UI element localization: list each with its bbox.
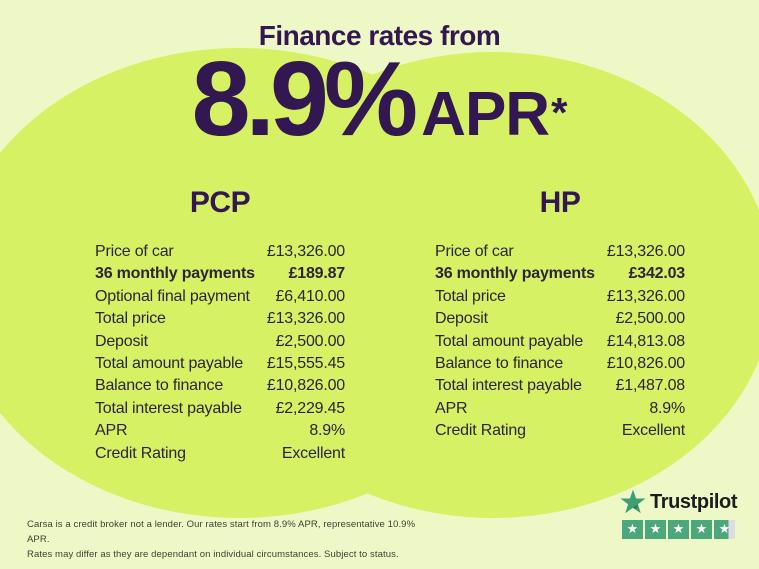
- table-row: [435, 375, 685, 397]
- table-row: [95, 375, 345, 397]
- row-label: Deposit: [95, 332, 148, 350]
- row-label: Total interest payable: [95, 399, 242, 417]
- table-row: [95, 398, 345, 420]
- row-value: £1,487.08: [615, 377, 685, 395]
- table-row: [435, 331, 685, 353]
- table-row: [435, 353, 685, 375]
- row-value: 8.9%: [309, 422, 345, 440]
- rating-star-box: ★: [714, 520, 735, 539]
- row-label: Deposit: [435, 310, 488, 328]
- row-value: £13,326.00: [606, 287, 685, 305]
- table-row: [435, 263, 685, 285]
- row-label: Total price: [435, 287, 506, 305]
- hp-table-header: HP: [539, 186, 581, 219]
- table-row: [95, 420, 345, 442]
- apr-label: APR: [421, 80, 550, 149]
- apr-asterisk: *: [551, 89, 568, 136]
- row-value: Excellent: [621, 422, 685, 440]
- trustpilot-logo: [620, 489, 737, 515]
- row-value: Excellent: [281, 444, 345, 462]
- row-value: £2,229.45: [275, 399, 345, 417]
- rate-value: 8.9%: [191, 40, 414, 158]
- row-label: Credit Rating: [95, 444, 186, 462]
- table-row: [95, 308, 345, 330]
- row-value: 8.9%: [649, 399, 685, 417]
- row-label: Price of car: [95, 243, 174, 260]
- row-label: 36 monthly payments: [95, 265, 255, 283]
- disclaimer-line-1: Carsa is a credit broker not a lender. Our rates start from 8.9% APR, representative 10.9% APR.: [27, 519, 416, 545]
- row-value: £6,410.00: [275, 287, 345, 305]
- table-row: [95, 353, 345, 375]
- table-row: [435, 308, 685, 330]
- table-row: [95, 263, 345, 285]
- table-row: [95, 331, 345, 353]
- trustpilot-rating-stars: [622, 520, 737, 539]
- table-row: [95, 286, 345, 308]
- row-label: APR: [435, 399, 468, 417]
- row-value: £13,326.00: [266, 243, 345, 260]
- row-label: Balance to finance: [95, 377, 224, 395]
- disclaimer-line-2: Rates may differ as they are dependant on individual circumstances. Subject to status.: [27, 549, 399, 560]
- trustpilot-star-icon: [620, 489, 646, 515]
- row-label: APR: [95, 422, 128, 440]
- table-row: [95, 443, 345, 465]
- banner-title: Finance rates from: [258, 20, 501, 51]
- row-label: Total amount payable: [95, 355, 244, 373]
- row-value: £342.03: [628, 265, 685, 283]
- row-value: £10,826.00: [266, 377, 345, 395]
- table-row: [435, 420, 685, 442]
- rating-star-box: ★: [691, 520, 712, 539]
- row-value: £189.87: [288, 265, 345, 283]
- row-value: £2,500.00: [275, 332, 345, 350]
- pcp-table: [95, 186, 345, 465]
- row-label: Balance to finance: [435, 355, 564, 373]
- row-value: £10,826.00: [606, 355, 685, 373]
- row-value: £13,326.00: [606, 243, 685, 260]
- legal-disclaimer: [27, 517, 427, 562]
- table-row: [435, 286, 685, 308]
- table-row: [435, 241, 685, 263]
- headline-rate: [0, 40, 759, 158]
- row-value: £2,500.00: [615, 310, 685, 328]
- trustpilot-badge: [620, 489, 737, 539]
- row-label: Total interest payable: [435, 377, 582, 395]
- pcp-table-rows: [95, 241, 345, 465]
- rating-star-box: ★: [668, 520, 689, 539]
- trustpilot-wordmark: Trustpilot: [650, 490, 738, 513]
- row-label: 36 monthly payments: [435, 265, 595, 283]
- row-label: Price of car: [435, 243, 514, 260]
- hp-table: [435, 186, 685, 443]
- row-value: £13,326.00: [266, 310, 345, 328]
- row-value: £14,813.08: [606, 332, 685, 350]
- hp-table-rows: [435, 241, 685, 443]
- table-row: [95, 241, 345, 263]
- row-label: Credit Rating: [435, 422, 526, 440]
- rating-star-box: ★: [645, 520, 666, 539]
- pcp-table-header: PCP: [189, 186, 251, 219]
- row-label: Total amount payable: [435, 332, 584, 350]
- row-label: Optional final payment: [95, 287, 250, 305]
- table-row: [435, 398, 685, 420]
- rating-star-box: ★: [622, 520, 643, 539]
- row-label: Total price: [95, 310, 166, 328]
- row-value: £15,555.45: [266, 355, 345, 373]
